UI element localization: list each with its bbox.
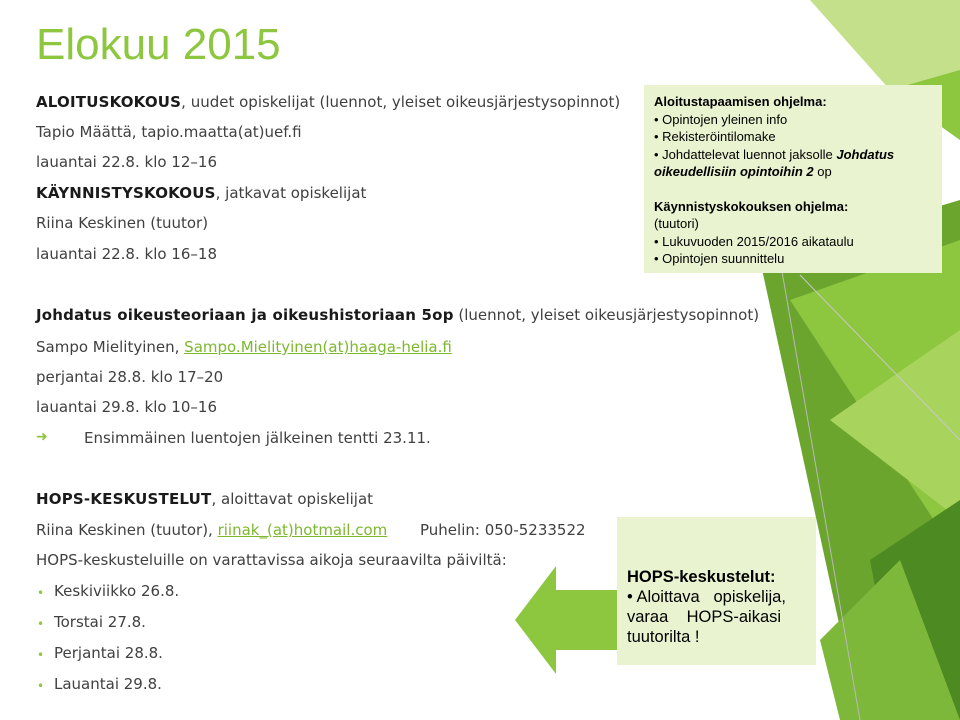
hops-callout-title: HOPS-keskustelut: xyxy=(627,568,776,586)
hops-day-2: Torstai 27.8. xyxy=(54,613,146,631)
program-item-2: • Rekisteröintilomake xyxy=(654,129,776,144)
course-line xyxy=(36,306,759,324)
bullet-icon: • xyxy=(37,648,45,662)
course-time-1: perjantai 28.8. klo 17–20 xyxy=(36,368,224,386)
bullet-icon: • xyxy=(37,679,45,693)
arrow-right-icon: ➜ xyxy=(36,429,48,445)
hops-callout-line-3: tuutorilta ! xyxy=(627,628,700,646)
program-item-5: • Opintojen suunnittelu xyxy=(654,251,785,266)
kaynnistyskokous-contact: Riina Keskinen (tuutor) xyxy=(36,214,209,232)
hops-day-4: Lauantai 29.8. xyxy=(54,675,162,693)
program-sub-2: (tuutori) xyxy=(654,216,699,231)
program-item-4: • Lukuvuoden 2015/2016 aikataulu xyxy=(654,233,854,249)
course-contact: Sampo Mielityinen, Sampo.Mielityinen(at)haaga-helia.fi xyxy=(36,338,452,356)
hops-intro: HOPS-keskusteluille on varattavissa aikoja seuraavilta päiviltä: xyxy=(36,551,507,569)
course-heading: Johdatus oikeusteoriaan ja oikeushistoriaan 5op xyxy=(36,306,454,324)
program-course-name: Johdatus oikeudellisiin opintoihin 2 xyxy=(654,146,895,179)
hops-email-link[interactable]: riinak_(at)hotmail.com xyxy=(217,521,388,539)
kaynnistyskokous-heading: KÄYNNISTYSKOKOUS xyxy=(36,184,216,202)
course-heading-rest: (luennot, yleiset oikeusjärjestysopinnot) xyxy=(453,306,760,324)
hops-contact: Riina Keskinen (tuutor), riinak_(at)hotmail.com xyxy=(36,521,388,539)
program-title-1: Aloitustapaamisen ohjelma: xyxy=(654,94,827,109)
course-time-2: lauantai 29.8. klo 10–16 xyxy=(36,398,217,416)
hops-callout-line-2: varaa HOPS-aikasi xyxy=(627,608,782,626)
hops-line xyxy=(36,490,373,508)
kaynnistyskokous-heading-rest: , jatkavat opiskelijat xyxy=(215,184,367,202)
page-title: Elokuu 2015 xyxy=(36,20,281,69)
program-item-1: • Opintojen yleinen info xyxy=(654,111,788,127)
aloituskokous-time: lauantai 22.8. klo 12–16 xyxy=(36,153,217,171)
program-info-box xyxy=(644,85,942,273)
aloituskokous-line xyxy=(36,93,620,111)
aloituskokous-contact: Tapio Määttä, tapio.maatta(at)uef.fi xyxy=(36,123,302,141)
kaynnistyskokous-line xyxy=(36,184,366,202)
program-item-3: • Johdattelevat luennot jaksolle Johdatus oikeudellisiin opintoihin 2 op xyxy=(654,146,895,179)
aloituskokous-heading: ALOITUSKOKOUS xyxy=(36,93,182,111)
program-title-2: Käynnistyskokouksen ohjelma: xyxy=(654,198,849,214)
exam-note: Ensimmäinen luentojen jälkeinen tentti 23.11. xyxy=(84,429,431,447)
hops-day-1: Keskiviikko 26.8. xyxy=(54,582,180,600)
bullet-icon: • xyxy=(37,586,45,600)
aloituskokous-heading-rest: , uudet opiskelijat (luennot, yleiset oikeusjärjestysopinnot) xyxy=(181,93,621,111)
bullet-icon: • xyxy=(37,617,45,631)
hops-heading-rest: , aloittavat opiskelijat xyxy=(211,490,374,508)
kaynnistyskokous-time: lauantai 22.8. klo 16–18 xyxy=(36,245,217,263)
left-arrow-shape xyxy=(515,566,617,674)
hops-callout-line-1: • Aloittava opiskelija, xyxy=(627,588,786,606)
course-email-link[interactable]: Sampo.Mielityinen(at)haaga-helia.fi xyxy=(184,338,452,356)
hops-callout-box xyxy=(617,517,816,665)
hops-day-3: Perjantai 28.8. xyxy=(54,644,163,662)
hops-heading: HOPS-KESKUSTELUT xyxy=(36,490,212,508)
hops-phone: Puhelin: 050-5233522 xyxy=(420,521,586,539)
